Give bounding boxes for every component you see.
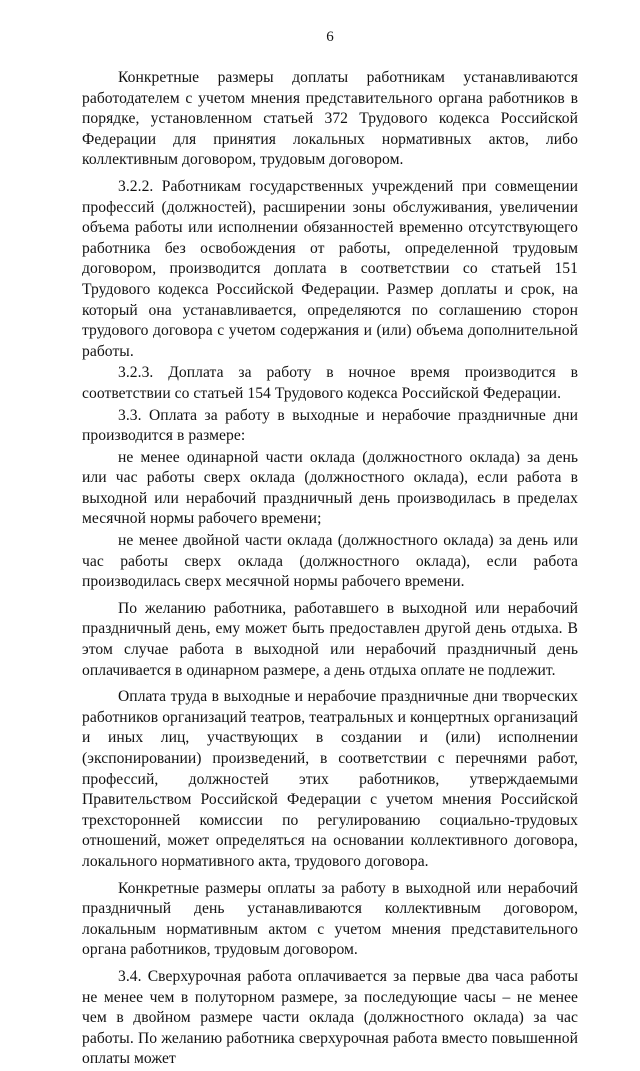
page-number: 6 — [326, 29, 334, 45]
paragraph-single-rate: не менее одинарной части оклада (должностного оклада) за день или час работы сверх оклада (должностного оклада), если работа в выходной или нерабочий праздничный день производилась в пределах месячной нормы рабочего времени; — [82, 448, 578, 528]
document-page — [82, 28, 578, 1071]
paragraph-3-2-3: 3.2.3. Доплата за работу в ночное время производится в соответствии со статьей 154 Трудового кодекса Российской Федерации. — [82, 364, 578, 402]
paragraph-3-4-overtime: 3.4. Сверхурочная работа оплачивается за первые два часа работы не менее чем в полуторном размере, за последующие часы – не менее чем в двойном размере части оклада (должностного оклада) за час работы. По желанию работника сверхурочная работа вместо повышенной оплаты может — [82, 967, 578, 1068]
paragraph-double-rate: не менее двойной части оклада (должностного оклада) за день или час работы сверх оклада (должностного оклада), если работа производилась сверх месячной нормы рабочего времени. — [82, 532, 578, 591]
paragraph-creative-workers: Оплата труда в выходные и нерабочие праздничные дни творческих работников организаций театров, театральных и концертных организаций и иных лиц, участвующих в создании и (или) исполнении (экспонировании) произведений, в соответствии с перечнями работ, профессий, должностей этих работников, утверждаемыми Правительством Российской Федерации с учетом мнения Российской трехсторонней комиссии по регулированию социально-трудовых отношений, может определяться на основании коллективного договора, локального нормативного акта, трудового договора. — [82, 688, 578, 870]
paragraph-3-3: 3.3. Оплата за работу в выходные и нерабочие праздничные дни производится в размере: — [82, 406, 578, 445]
paragraph-specific-amounts: Конкретные размеры оплаты за работу в выходной или нерабочий праздничный день устанавливаются коллективным договором, локальным нормативным актом с учетом мнения представительного органа работников, трудовым договором. — [82, 879, 578, 959]
paragraph-payment-amounts: Конкретные размеры доплаты работникам устанавливаются работодателем с учетом мнения представительного органа работников в порядке, установленном статьей 372 Трудового кодекса Российской Федерации для принятия локальных нормативных актов, либо коллективным договором, трудовым договором. — [82, 69, 578, 169]
paragraph-day-off: По желанию работника, работавшего в выходной или нерабочий праздничный день, ему может быть предоставлен другой день отдыха. В этом случае работа в выходной или нерабочий праздничный день оплачивается в одинарном размере, а день отдыха оплате не подлежит. — [82, 599, 578, 679]
paragraph-3-2-2: 3.2.2. Работникам государственных учреждений при совмещении профессий (должностей), расширении зоны обслуживания, увеличении объема работы или исполнении обязанностей временно отсутствующего работника без освобождения от работы, определенной трудовым договором, производится доплата в соответствии со статьей 151 Трудового кодекса Российской Федерации. Размер доплаты и срок, на который она устанавливается, определяются по соглашению сторон трудового договора с учетом содержания и (или) объема дополнительной работы. — [82, 177, 578, 360]
